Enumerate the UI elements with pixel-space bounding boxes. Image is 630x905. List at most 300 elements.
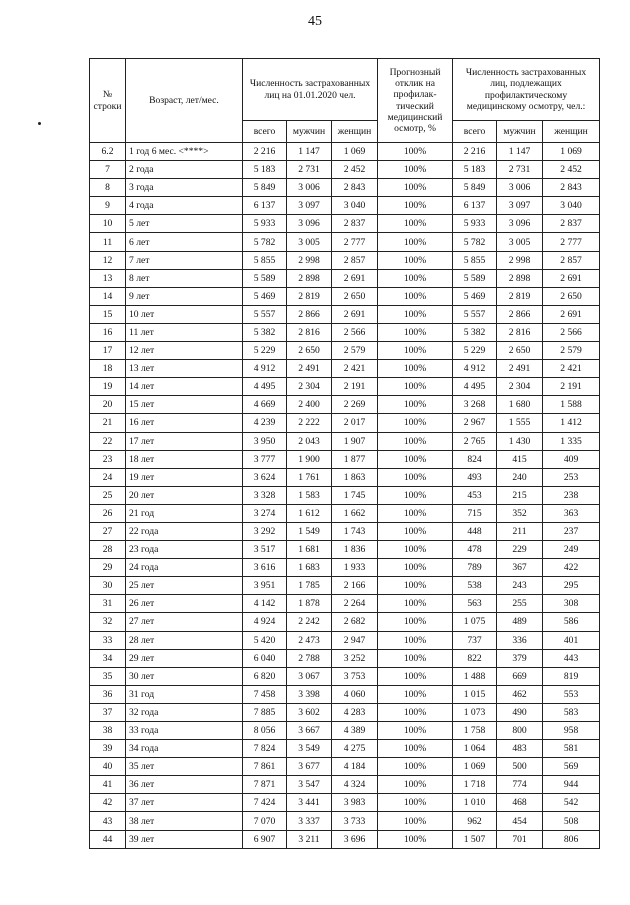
exam-women-cell: 806 (543, 830, 600, 848)
insured-men-cell: 3 211 (287, 830, 332, 848)
table-row (90, 504, 600, 522)
exam-men-cell: 3 005 (497, 233, 543, 251)
exam-women-cell: 2 650 (543, 287, 600, 305)
insured-men-cell: 2 998 (287, 251, 332, 269)
forecast-cell: 100% (378, 541, 453, 559)
insured-men-cell: 1 549 (287, 522, 332, 540)
exam-women-cell: 3 040 (543, 197, 600, 215)
insured-women-cell: 1 743 (332, 522, 378, 540)
age-cell: 37 лет (126, 794, 243, 812)
insured-women-cell: 3 040 (332, 197, 378, 215)
exam-women-cell: 581 (543, 740, 600, 758)
table-row (90, 486, 600, 504)
insured-men-cell: 1 612 (287, 504, 332, 522)
forecast-cell: 100% (378, 468, 453, 486)
forecast-cell: 100% (378, 269, 453, 287)
exam-total-cell: 1 488 (453, 667, 497, 685)
exam-total-cell: 5 933 (453, 215, 497, 233)
row-number-cell: 9 (90, 197, 126, 215)
row-number-cell: 39 (90, 740, 126, 758)
exam-women-cell: 1 069 (543, 143, 600, 161)
insured-men-cell: 2 491 (287, 360, 332, 378)
age-cell: 31 год (126, 685, 243, 703)
insured-women-cell: 2 682 (332, 613, 378, 631)
age-cell: 22 года (126, 522, 243, 540)
age-cell: 28 лет (126, 631, 243, 649)
exam-women-cell: 2 579 (543, 342, 600, 360)
forecast-cell: 100% (378, 830, 453, 848)
table-row (90, 233, 600, 251)
insured-women-cell: 1 863 (332, 468, 378, 486)
insured-total-cell: 5 469 (243, 287, 287, 305)
exam-women-cell: 944 (543, 776, 600, 794)
insured-women-cell: 4 275 (332, 740, 378, 758)
forecast-cell: 100% (378, 504, 453, 522)
insured-men-cell: 3 549 (287, 740, 332, 758)
insured-women-cell: 1 877 (332, 450, 378, 468)
exam-total-cell: 5 849 (453, 179, 497, 197)
insured-total-cell: 6 907 (243, 830, 287, 848)
row-number-cell: 31 (90, 595, 126, 613)
insured-total-cell: 3 624 (243, 468, 287, 486)
table-row (90, 541, 600, 559)
forecast-cell: 100% (378, 287, 453, 305)
insured-women-cell: 4 060 (332, 685, 378, 703)
exam-men-cell: 255 (497, 595, 543, 613)
exam-total-cell: 1 758 (453, 722, 497, 740)
row-number-cell: 34 (90, 649, 126, 667)
insured-men-cell: 2 222 (287, 414, 332, 432)
table-row (90, 776, 600, 794)
exam-men-cell: 1 430 (497, 432, 543, 450)
exam-total-cell: 5 183 (453, 161, 497, 179)
exam-women-cell: 443 (543, 649, 600, 667)
exam-total-cell: 2 765 (453, 432, 497, 450)
row-number-cell: 17 (90, 342, 126, 360)
insured-total-cell: 5 557 (243, 305, 287, 323)
exam-women-cell: 553 (543, 685, 600, 703)
table-row (90, 522, 600, 540)
insured-total-cell: 5 183 (243, 161, 287, 179)
exam-women-cell: 401 (543, 631, 600, 649)
insured-total-cell: 6 820 (243, 667, 287, 685)
exam-total-cell: 1 069 (453, 758, 497, 776)
row-number-cell: 6.2 (90, 143, 126, 161)
exam-total-cell: 5 229 (453, 342, 497, 360)
table-row (90, 432, 600, 450)
exam-total-cell: 5 855 (453, 251, 497, 269)
exam-women-cell: 422 (543, 559, 600, 577)
exam-men-cell: 454 (497, 812, 543, 830)
insured-total-cell: 7 458 (243, 685, 287, 703)
age-cell: 21 год (126, 504, 243, 522)
exam-men-cell: 2 819 (497, 287, 543, 305)
exam-women-cell: 583 (543, 703, 600, 721)
exam-men-cell: 215 (497, 486, 543, 504)
age-cell: 12 лет (126, 342, 243, 360)
age-cell: 29 лет (126, 649, 243, 667)
insured-total-cell: 3 292 (243, 522, 287, 540)
insured-total-cell: 3 616 (243, 559, 287, 577)
table-row (90, 794, 600, 812)
exam-men-cell: 3 006 (497, 179, 543, 197)
insured-men-cell: 2 043 (287, 432, 332, 450)
forecast-cell: 100% (378, 233, 453, 251)
table-row (90, 342, 600, 360)
age-cell: 20 лет (126, 486, 243, 504)
forecast-cell: 100% (378, 758, 453, 776)
insured-men-cell: 3 067 (287, 667, 332, 685)
exam-total-cell: 4 912 (453, 360, 497, 378)
insured-men-cell: 2 866 (287, 305, 332, 323)
insured-men-cell: 1 147 (287, 143, 332, 161)
age-cell: 30 лет (126, 667, 243, 685)
age-cell: 18 лет (126, 450, 243, 468)
exam-men-cell: 1 680 (497, 396, 543, 414)
exam-women-cell: 363 (543, 504, 600, 522)
insured-women-cell: 2 421 (332, 360, 378, 378)
exam-total-cell: 1 010 (453, 794, 497, 812)
header-exam-group: Численность застрахованных лиц, подлежащих профилактическому медицинскому осмотру, чел.: (453, 59, 600, 121)
forecast-cell: 100% (378, 197, 453, 215)
insured-women-cell: 1 836 (332, 541, 378, 559)
exam-total-cell: 2 967 (453, 414, 497, 432)
row-number-cell: 30 (90, 577, 126, 595)
forecast-cell: 100% (378, 161, 453, 179)
age-cell: 23 года (126, 541, 243, 559)
exam-women-cell: 237 (543, 522, 600, 540)
table-row (90, 685, 600, 703)
row-number-cell: 7 (90, 161, 126, 179)
exam-men-cell: 2 898 (497, 269, 543, 287)
table-row (90, 703, 600, 721)
header-age: Возраст, лет/мес. (126, 59, 243, 143)
insured-men-cell: 3 547 (287, 776, 332, 794)
header-row-number: № строки (90, 59, 126, 143)
row-number-cell: 8 (90, 179, 126, 197)
age-cell: 1 год 6 мес. <****> (126, 143, 243, 161)
insured-total-cell: 5 855 (243, 251, 287, 269)
exam-men-cell: 240 (497, 468, 543, 486)
table-row (90, 161, 600, 179)
insured-men-cell: 3 667 (287, 722, 332, 740)
exam-men-cell: 2 866 (497, 305, 543, 323)
exam-total-cell: 1 075 (453, 613, 497, 631)
exam-men-cell: 489 (497, 613, 543, 631)
insured-men-cell: 2 731 (287, 161, 332, 179)
exam-men-cell: 483 (497, 740, 543, 758)
insured-total-cell: 7 885 (243, 703, 287, 721)
insured-total-cell: 5 589 (243, 269, 287, 287)
insured-men-cell: 1 683 (287, 559, 332, 577)
header-insured-group: Численность застрахованных лиц на 01.01.2020 чел. (243, 59, 378, 121)
insured-men-cell: 1 900 (287, 450, 332, 468)
row-number-cell: 20 (90, 396, 126, 414)
insured-total-cell: 8 056 (243, 722, 287, 740)
exam-women-cell: 1 412 (543, 414, 600, 432)
forecast-cell: 100% (378, 722, 453, 740)
age-cell: 35 лет (126, 758, 243, 776)
insured-women-cell: 3 983 (332, 794, 378, 812)
insured-total-cell: 3 777 (243, 450, 287, 468)
insured-men-cell: 1 583 (287, 486, 332, 504)
row-number-cell: 28 (90, 541, 126, 559)
row-number-cell: 32 (90, 613, 126, 631)
forecast-cell: 100% (378, 251, 453, 269)
insured-women-cell: 4 184 (332, 758, 378, 776)
row-number-cell: 13 (90, 269, 126, 287)
table-row (90, 830, 600, 848)
exam-women-cell: 2 421 (543, 360, 600, 378)
insured-women-cell: 2 650 (332, 287, 378, 305)
exam-total-cell: 1 718 (453, 776, 497, 794)
forecast-cell: 100% (378, 414, 453, 432)
exam-total-cell: 1 073 (453, 703, 497, 721)
table-row (90, 323, 600, 341)
table-row (90, 613, 600, 631)
insured-total-cell: 5 782 (243, 233, 287, 251)
exam-women-cell: 2 837 (543, 215, 600, 233)
exam-total-cell: 6 137 (453, 197, 497, 215)
exam-women-cell: 295 (543, 577, 600, 595)
forecast-cell: 100% (378, 740, 453, 758)
age-cell: 32 года (126, 703, 243, 721)
forecast-cell: 100% (378, 559, 453, 577)
table-row (90, 812, 600, 830)
exam-men-cell: 701 (497, 830, 543, 848)
age-cell: 26 лет (126, 595, 243, 613)
insured-men-cell: 2 242 (287, 613, 332, 631)
exam-men-cell: 490 (497, 703, 543, 721)
insured-total-cell: 4 912 (243, 360, 287, 378)
exam-men-cell: 2 650 (497, 342, 543, 360)
age-cell: 6 лет (126, 233, 243, 251)
age-cell: 13 лет (126, 360, 243, 378)
insured-women-cell: 2 843 (332, 179, 378, 197)
exam-men-cell: 336 (497, 631, 543, 649)
insured-total-cell: 7 070 (243, 812, 287, 830)
table-row (90, 143, 600, 161)
row-number-cell: 18 (90, 360, 126, 378)
row-number-cell: 23 (90, 450, 126, 468)
row-number-cell: 44 (90, 830, 126, 848)
insured-men-cell: 2 788 (287, 649, 332, 667)
age-cell: 34 года (126, 740, 243, 758)
exam-women-cell: 249 (543, 541, 600, 559)
exam-men-cell: 500 (497, 758, 543, 776)
insured-men-cell: 3 005 (287, 233, 332, 251)
insured-women-cell: 3 252 (332, 649, 378, 667)
exam-total-cell: 789 (453, 559, 497, 577)
exam-men-cell: 379 (497, 649, 543, 667)
table-row (90, 667, 600, 685)
insured-total-cell: 4 924 (243, 613, 287, 631)
insured-women-cell: 1 745 (332, 486, 378, 504)
insured-men-cell: 3 602 (287, 703, 332, 721)
exam-women-cell: 409 (543, 450, 600, 468)
age-cell: 8 лет (126, 269, 243, 287)
row-number-cell: 29 (90, 559, 126, 577)
row-number-cell: 43 (90, 812, 126, 830)
row-number-cell: 27 (90, 522, 126, 540)
exam-men-cell: 669 (497, 667, 543, 685)
age-cell: 25 лет (126, 577, 243, 595)
exam-women-cell: 508 (543, 812, 600, 830)
row-number-cell: 12 (90, 251, 126, 269)
row-number-cell: 11 (90, 233, 126, 251)
age-cell: 19 лет (126, 468, 243, 486)
table-row (90, 215, 600, 233)
table-row (90, 450, 600, 468)
row-number-cell: 14 (90, 287, 126, 305)
exam-men-cell: 2 816 (497, 323, 543, 341)
age-cell: 38 лет (126, 812, 243, 830)
insured-total-cell: 3 517 (243, 541, 287, 559)
insured-women-cell: 1 907 (332, 432, 378, 450)
exam-total-cell: 5 469 (453, 287, 497, 305)
row-number-cell: 41 (90, 776, 126, 794)
exam-women-cell: 308 (543, 595, 600, 613)
forecast-cell: 100% (378, 432, 453, 450)
insured-total-cell: 4 495 (243, 378, 287, 396)
insured-women-cell: 3 696 (332, 830, 378, 848)
insured-women-cell: 3 733 (332, 812, 378, 830)
exam-total-cell: 4 495 (453, 378, 497, 396)
insured-men-cell: 1 878 (287, 595, 332, 613)
exam-women-cell: 2 777 (543, 233, 600, 251)
table-row (90, 251, 600, 269)
exam-men-cell: 352 (497, 504, 543, 522)
insured-men-cell: 1 785 (287, 577, 332, 595)
insured-total-cell: 5 933 (243, 215, 287, 233)
table-row (90, 305, 600, 323)
insured-total-cell: 7 824 (243, 740, 287, 758)
insured-men-cell: 3 096 (287, 215, 332, 233)
age-cell: 17 лет (126, 432, 243, 450)
exam-total-cell: 5 782 (453, 233, 497, 251)
insured-women-cell: 2 269 (332, 396, 378, 414)
forecast-cell: 100% (378, 703, 453, 721)
insured-women-cell: 4 283 (332, 703, 378, 721)
insured-men-cell: 3 398 (287, 685, 332, 703)
header-insured-men: мужчин (287, 121, 332, 143)
forecast-cell: 100% (378, 631, 453, 649)
insured-women-cell: 2 579 (332, 342, 378, 360)
insured-women-cell: 2 191 (332, 378, 378, 396)
age-cell: 11 лет (126, 323, 243, 341)
forecast-cell: 100% (378, 577, 453, 595)
forecast-cell: 100% (378, 305, 453, 323)
insured-population-table (89, 58, 600, 849)
forecast-cell: 100% (378, 323, 453, 341)
exam-men-cell: 3 096 (497, 215, 543, 233)
exam-total-cell: 563 (453, 595, 497, 613)
exam-women-cell: 2 857 (543, 251, 600, 269)
row-number-cell: 38 (90, 722, 126, 740)
insured-total-cell: 4 142 (243, 595, 287, 613)
exam-total-cell: 1 064 (453, 740, 497, 758)
age-cell: 15 лет (126, 396, 243, 414)
exam-men-cell: 2 304 (497, 378, 543, 396)
forecast-cell: 100% (378, 649, 453, 667)
forecast-cell: 100% (378, 215, 453, 233)
exam-men-cell: 2 491 (497, 360, 543, 378)
insured-women-cell: 2 947 (332, 631, 378, 649)
insured-total-cell: 6 137 (243, 197, 287, 215)
exam-men-cell: 3 097 (497, 197, 543, 215)
row-number-cell: 33 (90, 631, 126, 649)
insured-men-cell: 3 337 (287, 812, 332, 830)
insured-total-cell: 4 669 (243, 396, 287, 414)
insured-men-cell: 2 898 (287, 269, 332, 287)
table-row (90, 577, 600, 595)
exam-total-cell: 493 (453, 468, 497, 486)
insured-women-cell: 2 264 (332, 595, 378, 613)
header-exam-women: женщин (543, 121, 600, 143)
age-cell: 3 года (126, 179, 243, 197)
exam-total-cell: 538 (453, 577, 497, 595)
insured-men-cell: 2 819 (287, 287, 332, 305)
insured-women-cell: 2 691 (332, 269, 378, 287)
row-number-cell: 21 (90, 414, 126, 432)
forecast-cell: 100% (378, 667, 453, 685)
exam-men-cell: 2 998 (497, 251, 543, 269)
insured-men-cell: 3 097 (287, 197, 332, 215)
forecast-cell: 100% (378, 595, 453, 613)
insured-women-cell: 2 017 (332, 414, 378, 432)
insured-men-cell: 1 761 (287, 468, 332, 486)
exam-total-cell: 5 589 (453, 269, 497, 287)
exam-total-cell: 478 (453, 541, 497, 559)
table-row (90, 740, 600, 758)
forecast-cell: 100% (378, 396, 453, 414)
forecast-cell: 100% (378, 342, 453, 360)
header-forecast-response: Прогнозный отклик на профилак-тический медицинский осмотр, % (378, 59, 453, 143)
insured-men-cell: 2 473 (287, 631, 332, 649)
insured-total-cell: 3 951 (243, 577, 287, 595)
age-cell: 16 лет (126, 414, 243, 432)
exam-total-cell: 5 557 (453, 305, 497, 323)
forecast-cell: 100% (378, 685, 453, 703)
insured-total-cell: 7 861 (243, 758, 287, 776)
table-row (90, 758, 600, 776)
insured-total-cell: 5 849 (243, 179, 287, 197)
insured-women-cell: 2 452 (332, 161, 378, 179)
insured-total-cell: 3 328 (243, 486, 287, 504)
insured-women-cell: 2 837 (332, 215, 378, 233)
insured-women-cell: 4 324 (332, 776, 378, 794)
exam-men-cell: 1 555 (497, 414, 543, 432)
table-row (90, 468, 600, 486)
exam-total-cell: 962 (453, 812, 497, 830)
row-number-cell: 16 (90, 323, 126, 341)
exam-men-cell: 2 731 (497, 161, 543, 179)
table-row (90, 179, 600, 197)
insured-women-cell: 2 857 (332, 251, 378, 269)
exam-women-cell: 1 588 (543, 396, 600, 414)
insured-men-cell: 2 304 (287, 378, 332, 396)
age-cell: 9 лет (126, 287, 243, 305)
forecast-cell: 100% (378, 378, 453, 396)
exam-total-cell: 822 (453, 649, 497, 667)
insured-women-cell: 2 566 (332, 323, 378, 341)
exam-men-cell: 211 (497, 522, 543, 540)
insured-total-cell: 5 420 (243, 631, 287, 649)
exam-total-cell: 824 (453, 450, 497, 468)
row-number-cell: 24 (90, 468, 126, 486)
header-insured-total: всего (243, 121, 287, 143)
exam-women-cell: 2 566 (543, 323, 600, 341)
